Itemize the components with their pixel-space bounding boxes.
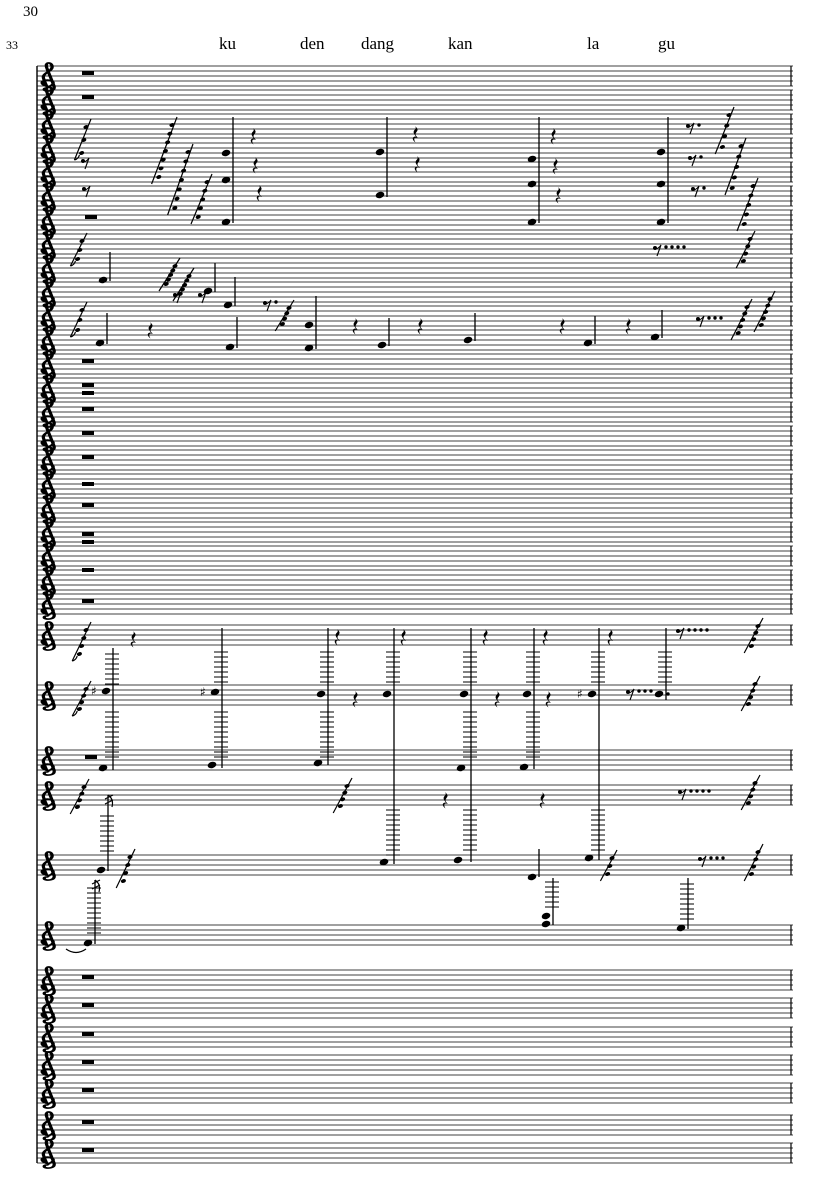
staff — [37, 183, 793, 211]
treble-clef-icon — [42, 747, 54, 775]
notehead — [654, 690, 664, 699]
notehead — [527, 180, 537, 189]
tremolo-slash — [741, 676, 760, 711]
augmentation-dot — [666, 692, 669, 695]
staff — [37, 782, 793, 810]
augmentation-dot — [695, 789, 698, 792]
grace-notehead — [765, 303, 771, 308]
whole-rest-icon — [82, 532, 94, 536]
whole-rest-icon — [82, 540, 94, 544]
staff — [37, 622, 793, 650]
augmentation-dot — [709, 856, 712, 859]
eighth-rest-icon — [694, 186, 699, 197]
grace-notehead — [76, 651, 82, 656]
quarter-rest-icon — [335, 629, 340, 646]
grace-notehead — [185, 149, 191, 154]
augmentation-dot — [274, 300, 277, 303]
staff — [37, 255, 793, 283]
grace-notehead — [79, 150, 85, 155]
notehead — [377, 341, 387, 350]
staff — [37, 1140, 793, 1168]
eighth-rest-icon — [691, 155, 696, 166]
notehead — [304, 321, 314, 330]
treble-clef-icon — [42, 967, 54, 995]
notehead — [375, 148, 385, 157]
lyric-syllable: dang — [361, 34, 395, 53]
notehead — [527, 873, 537, 882]
augmentation-dot — [707, 316, 710, 319]
staff — [37, 87, 793, 115]
eighth-rest-icon — [629, 689, 634, 700]
treble-clef-icon — [42, 622, 54, 650]
tremolo-slash — [744, 618, 763, 653]
quarter-rest-icon — [415, 156, 420, 173]
treble-clef-icon — [42, 922, 54, 950]
augmentation-dot — [702, 186, 705, 189]
treble-clef-icon — [42, 852, 54, 880]
whole-rest-icon — [82, 1088, 94, 1092]
tremolo-slash — [72, 681, 91, 716]
grace-notehead — [79, 643, 85, 648]
notehead — [453, 856, 463, 865]
lyric-syllable: den — [300, 34, 325, 53]
grace-notehead — [748, 794, 754, 799]
notehead — [375, 191, 385, 200]
notehead — [207, 761, 217, 770]
grace-notehead — [742, 311, 748, 316]
lyric-syllable: la — [587, 34, 600, 53]
grace-notehead — [165, 140, 171, 145]
treble-clef-icon — [42, 1024, 54, 1052]
augmentation-dot — [693, 628, 696, 631]
treble-clef-icon — [42, 1080, 54, 1108]
whole-rest-icon — [82, 383, 94, 387]
grace-notehead — [751, 637, 757, 642]
tremolo-slash — [744, 844, 763, 881]
grace-notehead — [282, 316, 288, 321]
augmentation-dot — [687, 628, 690, 631]
whole-rest-icon — [82, 95, 94, 99]
grace-notehead — [202, 188, 208, 193]
grace-notehead — [741, 221, 747, 226]
quarter-rest-icon — [257, 185, 262, 202]
treble-clef-icon — [42, 1052, 54, 1080]
sharp-icon: ♯ — [577, 687, 583, 701]
grace-notehead — [174, 196, 180, 201]
notehead — [656, 180, 666, 189]
augmentation-dot — [699, 155, 702, 158]
augmentation-dot — [697, 123, 700, 126]
whole-rest-icon — [82, 1120, 94, 1124]
tremolo-slash — [736, 231, 755, 268]
staff — [37, 351, 793, 379]
staff — [37, 279, 793, 307]
notehead — [459, 690, 469, 699]
grace-notehead — [120, 878, 126, 883]
augmentation-dot — [719, 316, 722, 319]
grace-notehead — [179, 287, 185, 292]
grace-notehead — [719, 144, 725, 149]
quarter-rest-icon — [608, 629, 613, 646]
eighth-rest-icon — [689, 123, 694, 134]
augmentation-dot — [707, 789, 710, 792]
lyric-syllable: kan — [448, 34, 473, 53]
whole-rest-icon — [85, 755, 97, 759]
notehead — [96, 866, 106, 875]
eighth-rest-icon — [699, 316, 704, 327]
staff — [37, 1024, 793, 1052]
treble-clef-icon — [42, 682, 54, 710]
notehead — [656, 148, 666, 157]
tie-curve — [66, 949, 86, 953]
whole-rest-icon — [82, 1060, 94, 1064]
whole-rest-icon — [85, 215, 97, 219]
notehead — [541, 920, 551, 929]
grace-notehead — [156, 174, 162, 179]
staff — [37, 1112, 793, 1140]
quarter-rest-icon — [551, 128, 556, 145]
staff — [37, 375, 793, 403]
treble-clef-icon — [42, 1140, 54, 1168]
staff — [37, 1052, 793, 1080]
grace-notehead — [340, 797, 346, 802]
grace-notehead — [748, 193, 754, 198]
treble-clef-icon — [42, 782, 54, 810]
staff — [37, 399, 793, 427]
whole-rest-icon — [82, 407, 94, 411]
augmentation-dot — [682, 245, 685, 248]
eighth-rest-icon — [681, 789, 686, 800]
staff — [37, 567, 793, 595]
grace-notehead — [79, 700, 85, 705]
notehead — [463, 336, 473, 345]
staff — [37, 423, 793, 451]
quarter-rest-icon — [251, 128, 256, 145]
grace-notehead — [75, 327, 81, 332]
notehead — [221, 149, 231, 158]
staff — [37, 995, 793, 1023]
grace-notehead — [181, 168, 187, 173]
lyric-syllable: gu — [658, 34, 675, 53]
quarter-rest-icon — [253, 157, 258, 174]
staff — [37, 231, 793, 259]
tremolo-slash — [72, 622, 91, 661]
staff — [37, 447, 793, 475]
tremolo-slash — [70, 779, 89, 814]
grace-notehead — [748, 695, 754, 700]
treble-clef-icon — [42, 995, 54, 1023]
augmentation-dot — [701, 789, 704, 792]
quarter-rest-icon — [401, 629, 406, 646]
staff — [37, 207, 793, 235]
staff — [37, 63, 793, 91]
whole-rest-icon — [82, 599, 94, 603]
whole-rest-icon — [82, 503, 94, 507]
staff — [37, 519, 793, 547]
treble-clef-icon — [42, 1112, 54, 1140]
augmentation-dot — [670, 245, 673, 248]
notehead — [522, 690, 532, 699]
sharp-icon: ♯ — [200, 685, 206, 699]
grace-notehead — [77, 798, 83, 803]
notehead — [98, 276, 108, 285]
notehead — [316, 690, 326, 699]
whole-rest-icon — [82, 1032, 94, 1036]
staff — [37, 135, 793, 163]
tremolo-slash — [333, 778, 352, 813]
staff — [37, 967, 793, 995]
augmentation-dot — [649, 689, 652, 692]
augmentation-dot — [713, 316, 716, 319]
lyric-syllable: ku — [219, 34, 236, 53]
whole-rest-icon — [82, 482, 94, 486]
augmentation-dot — [699, 628, 702, 631]
grace-notehead — [125, 862, 131, 867]
staff — [37, 159, 793, 187]
augmentation-dot — [643, 689, 646, 692]
notehead — [541, 912, 551, 921]
whole-rest-icon — [82, 975, 94, 979]
quarter-rest-icon — [483, 629, 488, 646]
eighth-rest-icon — [85, 186, 90, 197]
whole-rest-icon — [82, 1003, 94, 1007]
whole-rest-icon — [82, 391, 94, 395]
augmentation-dot — [637, 689, 640, 692]
whole-rest-icon — [82, 455, 94, 459]
flag-tremolo-icon — [92, 880, 100, 892]
notehead — [587, 690, 597, 699]
whole-rest-icon — [82, 359, 94, 363]
sharp-icon: ♯ — [91, 684, 97, 698]
whole-rest-icon — [82, 1148, 94, 1152]
augmentation-dot — [721, 856, 724, 859]
notehead — [101, 687, 111, 696]
staff — [37, 852, 793, 880]
augmentation-dot — [715, 856, 718, 859]
grace-notehead — [743, 251, 749, 256]
whole-rest-icon — [82, 431, 94, 435]
augmentation-dot — [664, 245, 667, 248]
staff — [37, 591, 793, 619]
augmentation-dot — [689, 789, 692, 792]
staff — [37, 747, 793, 775]
quarter-rest-icon — [543, 629, 548, 646]
staff — [37, 495, 793, 523]
staff — [37, 543, 793, 571]
staff — [37, 1080, 793, 1108]
staff — [37, 471, 793, 499]
notehead — [382, 690, 392, 699]
augmentation-dot — [705, 628, 708, 631]
measure-number-top: 30 — [23, 4, 38, 20]
whole-rest-icon — [82, 71, 94, 75]
augmentation-dot — [676, 245, 679, 248]
measure-number-left: 33 — [6, 38, 18, 52]
staff — [37, 682, 793, 710]
